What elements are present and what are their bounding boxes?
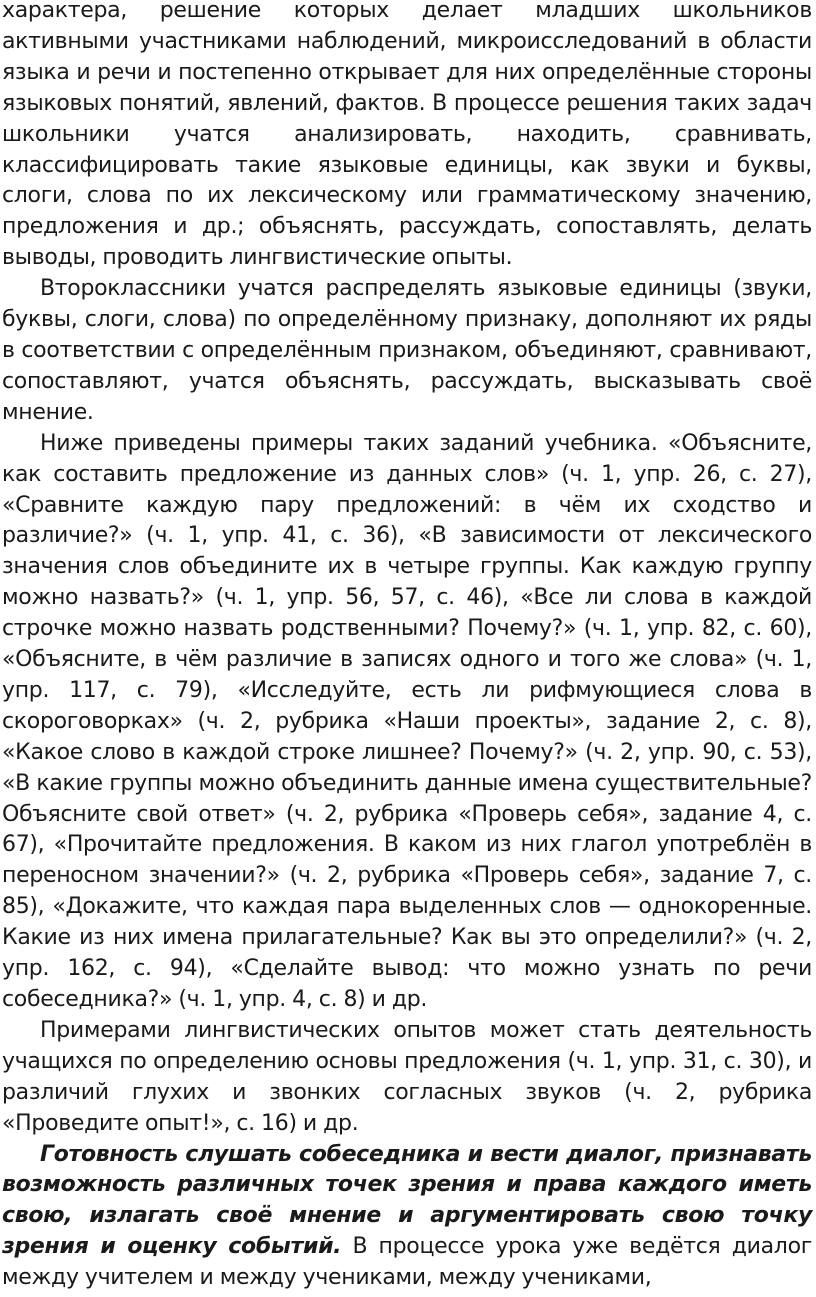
emphasized-heading-text: Готовность слушать собеседника и вести диалог, признавать возможность различных точек зрения и права каждого иметь свою, излагать своё мнение и аргументировать свою точку зрения и оценку событий. (2, 1141, 812, 1260)
paragraph-2: Второклассники учатся распределять языковые единицы (звуки, буквы, слоги, слова) по определённому признаку, дополняют их ряды в соответствии с определённым признаком, объединяют, сравнивают, сопоставляют, учатся объяснять, рассуждать, высказывать своё мнение. (2, 276, 812, 425)
paragraph-1: характера, решение которых делает младших школьников активными участниками наблюдений, микроисследований в области языка и речи и постепенно открывает для них определённые стороны языковых понятий, явлений, фактов. В процессе решения таких задач школьники учатся анализировать, находить, сравнивать, классифицировать такие языковые единицы, как звуки и буквы, слоги, слова по их лексическому или грамматическому значению, предложения и др.; объяснять, рассуждать, сопоставлять, делать выводы, проводить лингвистические опыты. (2, 0, 812, 271)
paragraph-3: Ниже приведены примеры таких заданий учебника. «Объясните, как составить предложение из данных слов» (ч. 1, упр. 26, с. 27), «Сравните каждую пару предложений: в чём их сходство и различие?» (ч. 1, упр. 41, с. 36), «В зависимости от лексического значения слов объедините их в четыре группы. Как каждую группу можно назвать?» (ч. 1, упр. 56, 57, с. 46), «Все ли слова в каждой строчке можно назвать родственными? Почему?» (ч. 1, упр. 82, с. 60), «Объясните, в чём различие в записях одного и того же слова» (ч. 1, упр. 117, с. 79), «Исследуйте, есть ли рифмующиеся слова в скороговорках» (ч. 2, рубрика «Наши проекты», задание 2, с. 8), «Какое слово в каждой строке лишнее? Почему?» (ч. 2, упр. 90, с. 53), «В какие группы можно объединить данные имена существительные? Объясните свой ответ» (ч. 2, рубрика «Проверь себя», задание 4, с. 67), «Прочитайте предложения. В каком из них глагол употреблён в переносном значении?» (ч. 2, рубрика «Проверь себя», задание 7, с. 85), «Докажите, что каждая пара выделенных слов — однокоренные. Какие из них имена прилагательные? Как вы это определили?» (ч. 2, упр. 162, с. 94), «Сделайте вывод: что можно узнать по речи собеседника?» (ч. 1, упр. 4, с. 8) и др. (2, 430, 812, 1012)
paragraph-5 (2, 1140, 812, 1295)
paragraph-4: Примерами лингвистических опытов может стать деятельность учащихся по определению основы предложения (ч. 1, упр. 31, с. 30), и различий глухих и звонких согласных звуков (ч. 2, рубрика «Проведите опыт!», с. 16) и др. (2, 1017, 812, 1136)
paragraph-5-text: В процессе урока уже ведётся диалог между учителем и между учениками, между учениками, (2, 1234, 812, 1291)
